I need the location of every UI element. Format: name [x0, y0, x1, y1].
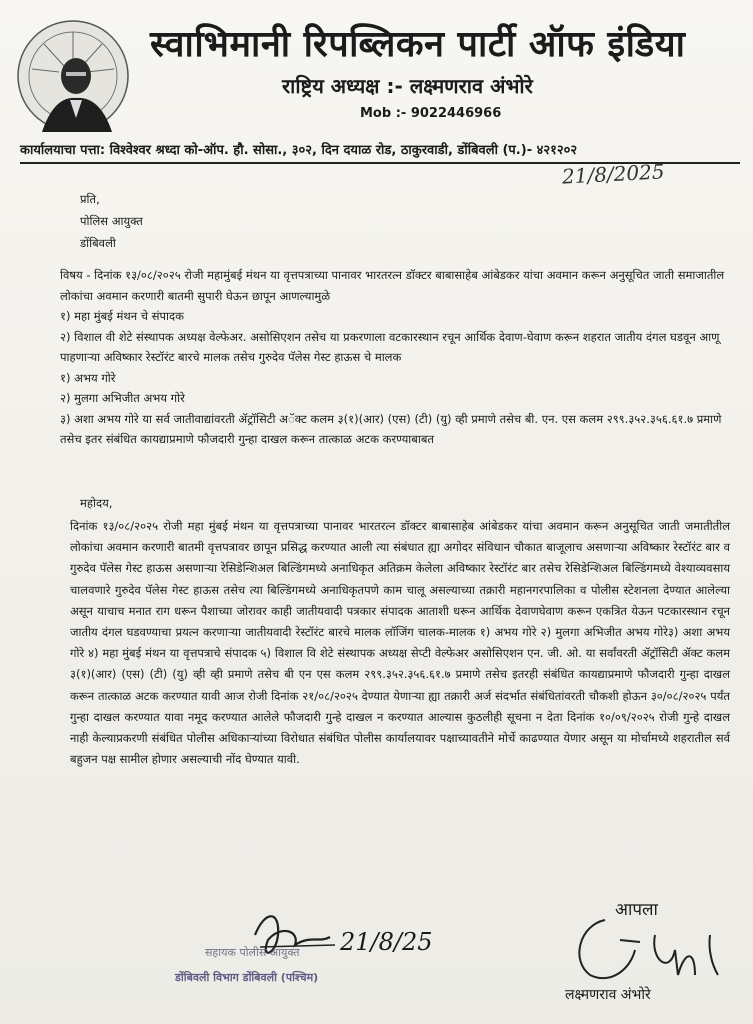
- party-name: स्वाभिमानी रिपब्लिकन पार्टी ऑफ इंडिया: [150, 24, 686, 65]
- subject-line: ३) अशा अभय गोरे या सर्व जातीवाद्यांवरती ॲट्रॉसिटी अॅक्ट कलम ३(१)(आर) (एस) (टी) (यु) व्ही प्रमाणे तसेच बी. एन. एस कलम २९९.३५२.३५६.६१.७ प्रमाणे तसेच इतर संबंधित कायद्याप्रमाणे फौजदारी गुन्हा दाखल करून तात्काळ अटक करण्याबाबत: [60, 411, 722, 446]
- subject-line: २) मुलगा अभिजीत अभय गोरे: [60, 391, 185, 405]
- signatory-name: लक्ष्मणराव अंभोरे: [565, 987, 651, 1003]
- office-stamp-line: सहायक पोलीस आयुक्त: [205, 946, 300, 959]
- receiver-signature: [170, 905, 470, 1015]
- ambedkar-portrait-logo: [14, 14, 132, 142]
- recipient-line: प्रति,: [80, 192, 100, 206]
- subject-line: १) महा मुंबई मंथन चे संपादक: [60, 309, 184, 323]
- subject-line: विषय - दिनांक १३/०८/२०२५ रोजी महामुंबई मंथन या वृत्तपत्राच्या पानावर भारतरत्न डॉक्टर बाबासाहेब आंबेडकर यांचा अवमान करून अनुसूचित जाती समाजातील लोकांचा अवमान करणारी बातमी सुपारी घेऊन छापून आणल्यामुळे: [60, 268, 725, 303]
- subject-line: २) विशाल वी शेटे संस्थापक अध्यक्ष वेल्फेअर. असोसिएशन तसेच या प्रकरणाला वटकारस्थान रचून आर्थिक देवाण-घेवाण करून शहरात जातीय दंगल घडवून आणू पाहणाऱ्या अविष्कार रेस्टॉरंट बारचे मालक तसेच गुरुदेव पॅलेस गेस्ट हाऊस चे मालक: [60, 329, 720, 364]
- letter-body: दिनांक १३/०८/२०२५ रोजी महा मुंबई मंथन या वृत्तपत्राच्या पानावर भारतरत्न डॉक्टर बाबासाहेब आंबेडकर यांचा अवमान करून अनुसूचित जाती जमातीतील लोकांचा अवमान करणारी बातमी वृत्तपत्रावर छापून प्रसिद्ध करण्यात आली त्या संबंधात ह्या अगोदर संविधान चौकात बाजूलाच असणाऱ्या अविष्कार रेस्टॉरंट बार व गुरुदेव पॅलेस गेस्ट हाऊस असणाऱ्या रेसिडेन्शिअल बिल्डिंगमध्ये अनाधिकृत अतिक्रम केलेला अविष्कार रेस्टॉरंट बार तसेच रेसिडेन्शिअल बिल्डिंगमध्ये वेश्याव्यवसाय चालवणारे गुरुदेव पॅलेस गेस्ट हाऊस तसेच त्या बिल्डिंगमध्ये अनाधिकृतपणे काम चालू असल्याच्या तक्रारी महानगरपालिका व पोलीस स्टेशनला देण्यात आलेल्या असून याचाच मनात राग धरून पैशाच्या जोरावर काही जातीयवादी पत्रकार संपादक आताशी धरून आर्थिक देवाणघेवाण करून एकत्रित येऊन पटकारस्थान रचून जातीय दंगल घडवण्याचा प्रयत्न करणाऱ्या जातीयवादी रेस्टॉरंट बारचे मालक लॉजिंग चालक-मालक १) अभय गोरे २) मुलगा अभिजीत अभय गोरे३) अशा अभय गोरे ४) महा मुंबई मंथन या वृत्तपत्राचे संपादक ५) विशाल वि शेटे संस्थापक अध्यक्ष सेप्टी वेल्फेअर असोसिएशन एन. जी. ओ. या सर्वांवरती ॲट्रॉसिटी ॲक्ट कलम ३(१)(आर) (एस) (टी) (यु) व्ही व्ही प्रमाणे तसेच बी एन एस कलम २९९.३५२.३५६.६१.७ प्रमाणे तसेच इतरही संबंधित कायद्याप्रमाणे फौजदारी गुन्हा दाखल करून तात्काळ अटक करण्यात यावी आज रोजी दिनांक २१/०८/२०२५ देण्यात येणाऱ्या ह्या तक्रारी अर्ज संदर्भात संबंधितांवरती चौकशी होऊन ३०/०८/२०२५ पर्यंत गुन्हा दाखल करण्यात यावा नमूद करण्यात आलेले फौजदारी गुन्हे दाखल न करण्यात आल्यास कुठलीही सूचना न देता दिनांक १०/०९/२०२५ रोजी गुन्हे दाखल नाही केल्याप्रकरणी संबंधित पोलीस अधिकाऱ्यांच्या विरोधात संबंधित पोलीस कार्यालयावर पक्षाच्यावतीने मोर्चे काढण्यात येणार असून या मोर्चामध्ये शहरातील सर्व बहुजन पक्ष सामील होणार असल्याची नोंद घेण्यात यावी.: [70, 519, 730, 767]
- salutation: महोदय,: [80, 496, 113, 510]
- mobile-number: Mob :- 9022446966: [360, 106, 502, 121]
- subject-block: [60, 265, 725, 450]
- recipient-line: पोलिस आयुक्त: [80, 214, 143, 228]
- handwritten-date: 21/8/2025: [561, 159, 666, 189]
- office-address: कार्यालयाचा पत्ता: विश्वेश्वर श्रध्दा को-ऑप. हौ. सोसा., ३०२, दिन दयाळ रोड, ठाकुरवाडी, डोंबिवली (प.)- ४२१२०२: [20, 140, 740, 164]
- receipt-date: 21/8/25: [340, 928, 433, 956]
- recipient-block: [80, 188, 143, 254]
- subject-line: १) अभय गोरे: [60, 370, 116, 385]
- president-line: राष्ट्रिय अध्यक्ष :- लक्ष्मणराव अंभोरे: [282, 74, 533, 98]
- office-stamp-line: डोंबिवली विभाग डोंबिवली (पश्चिम): [175, 971, 319, 984]
- closing-text: आपला: [615, 900, 658, 920]
- recipient-line: डोंबिवली: [80, 236, 116, 250]
